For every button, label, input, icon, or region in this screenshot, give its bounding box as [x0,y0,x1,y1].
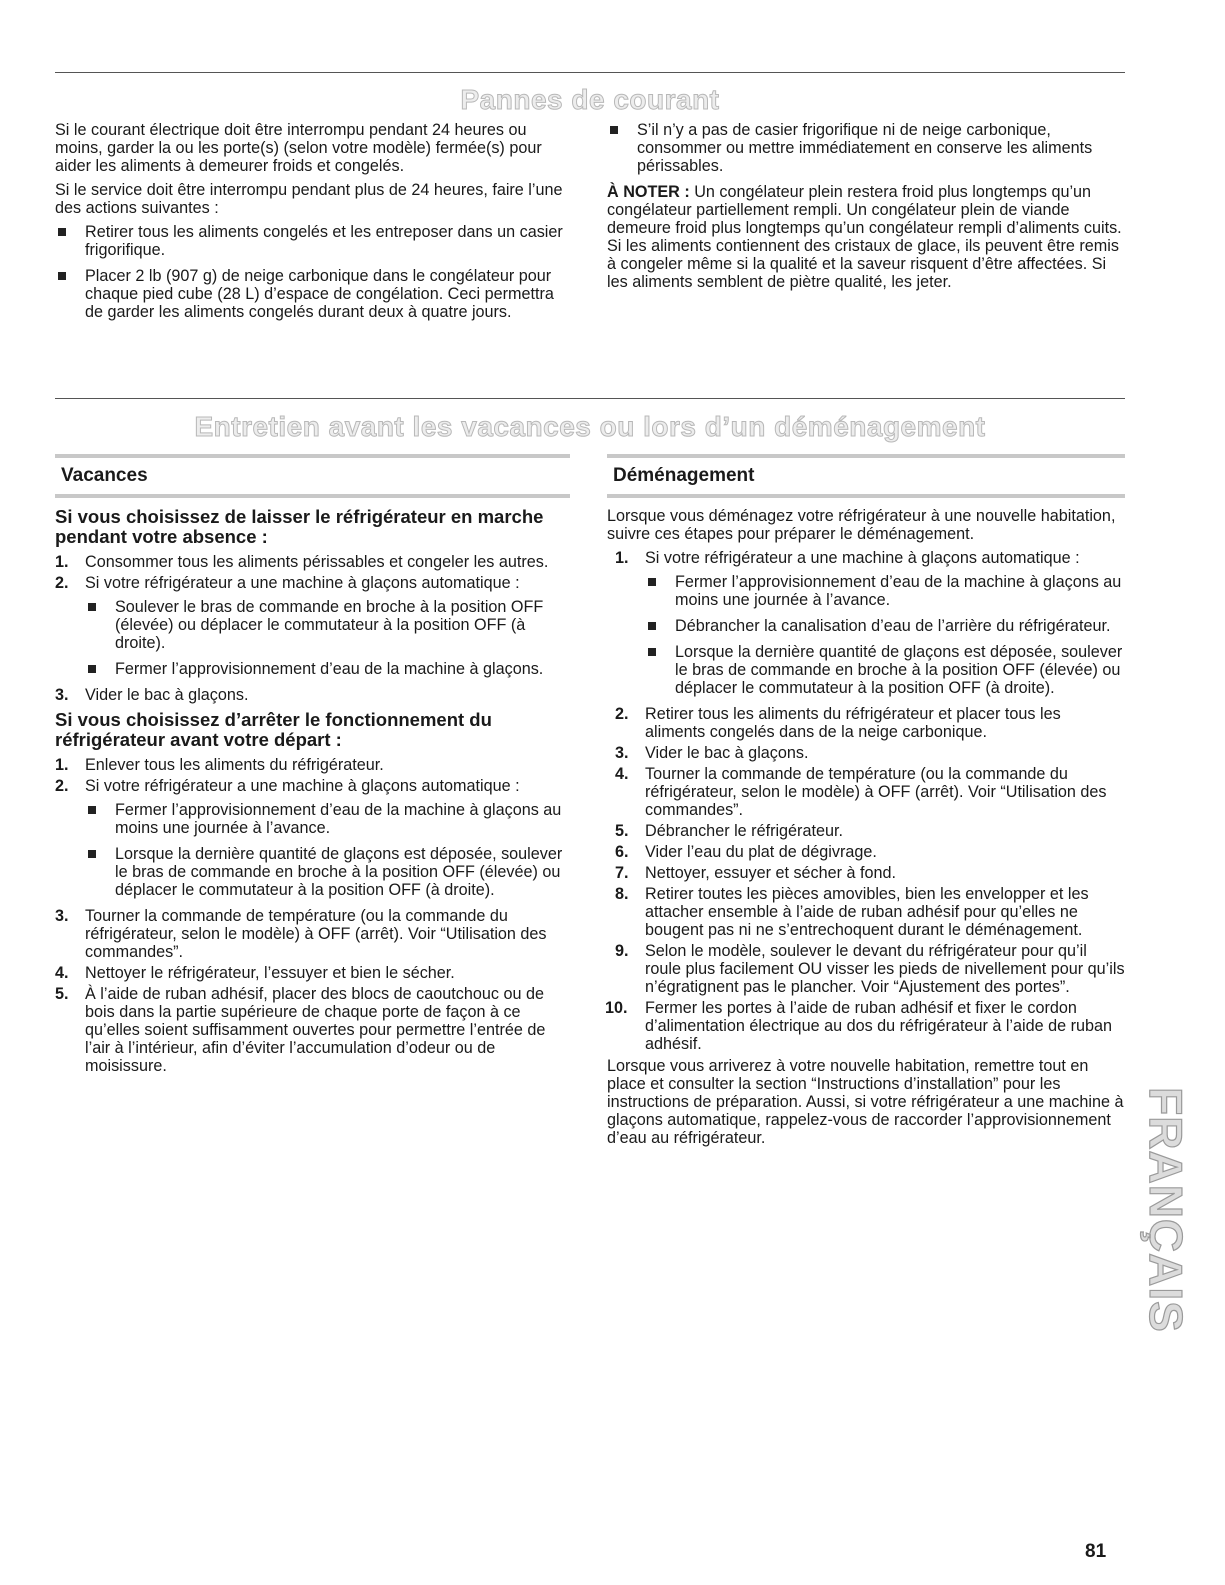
list-item [605,999,1125,1053]
list-item: Lorsque la dernière quantité de glaçons est déposée, soulever le bras de commande en broche à la position OFF (élevée) ou déplacer le commutateur à la position OFF (à droite). [85,845,570,899]
item-text: Retirer toutes les pièces amovibles, bien les envelopper et les attacher ensemble à l’aide de ruban adhésif pour qu’elles ne bougent pas ni ne s’entrechoquent durant le déménagement. [645,885,1089,939]
list-item [615,942,1125,996]
item-text: Nettoyer le réfrigérateur, l’essuyer et bien le sécher. [85,964,455,982]
item-number: 6. [615,843,629,861]
item-number: 5. [55,985,69,1003]
item-text: Si votre réfrigérateur a une machine à glaçons automatique : [645,549,1080,567]
numbered-list [55,553,570,704]
page-number: 81 [1085,1541,1107,1562]
item-text: Vider le bac à glaçons. [645,744,809,762]
language-side-tab [1141,1080,1191,1340]
list-item [55,553,570,571]
top-rule [55,72,1125,73]
note-text: Un congélateur plein restera froid plus longtemps qu’un congélateur partiellement rempli. Un congélateur plein de viande demeure froid plus longtemps qu’un congélateur rempli d’aliments cuits. Si les aliments contiennent des cristaux de glace, ils peuvent être remis à congeler même si la qualité et la saveur risquent d’être affectées. Si les aliments semblent de piètre qualité, les jeter. [607,183,1122,291]
section-title-vacation-move: Entretien avant les vacances ou lors d’un déménagement [194,411,986,442]
power-outage-left-column [55,121,570,329]
item-text: Enlever tous les aliments du réfrigérateur. [85,756,384,774]
item-number: 1. [55,756,69,774]
section-rule [55,398,1125,399]
list-item [55,686,570,704]
item-number: 4. [55,964,69,982]
item-number: 8. [615,885,629,903]
item-number: 3. [615,744,629,762]
paragraph: Lorsque vous arriverez à votre nouvelle habitation, remettre tout en place et consulter la section “Instructions d’installation” pour les instructions de préparation. Aussi, si votre réfrigérateur a une machine à glaçons automatique, rappelez-vous de raccorder l’approvisionnement d’eau au réfrigérateur. [607,1057,1124,1147]
list-item [615,843,1125,861]
item-text: Si votre réfrigérateur a une machine à glaçons automatique : [85,574,520,592]
item-number: 3. [55,686,69,704]
vacances-column [55,507,570,1079]
item-number: 2. [615,705,629,723]
list-item: Lorsque la dernière quantité de glaçons est déposée, soulever le bras de commande en broche à la position OFF (élevée) ou déplacer le commutateur à la position OFF (à droite). [645,643,1125,697]
item-text: Selon le modèle, soulever le devant du réfrigérateur pour qu’il roule plus facilement OU visser les pieds de nivellement pour qu’ils n’égratignent pas le plancher. Voir “Ajustement des portes”. [645,942,1125,996]
item-text: Nettoyer, essuyer et sécher à fond. [645,864,897,882]
item-text: Vider le bac à glaçons. [85,686,249,704]
item-number: 2. [55,574,69,592]
paragraph: Si le courant électrique doit être interrompu pendant 24 heures ou moins, garder la ou les porte(s) (selon votre modèle) fermée(s) pour aider les aliments à demeurer froids et congelés. [55,121,542,175]
list-item [615,864,1125,882]
demenagement-column [607,507,1125,1153]
list-item [615,765,1125,819]
bullet-list [645,573,1125,697]
item-text: À l’aide de ruban adhésif, placer des blocs de caoutchouc ou de bois dans la partie supérieure de chaque porte de façon à ce qu’elles soient suffisamment ouvertes pour permettre l’entrée de l’air à l’intérieur, afin d’éviter l’accumulation d’odeur ou de moisissure. [85,985,546,1075]
list-item [615,744,1125,762]
list-item [55,985,570,1075]
item-text: Fermer les portes à l’aide de ruban adhésif et fixer le cordon d’alimentation électrique au dos du réfrigérateur à l’aide de ruban adhésif. [645,999,1113,1053]
list-item [615,549,1125,697]
bullet-list [85,598,570,678]
list-item: Placer 2 lb (907 g) de neige carbonique dans le congélateur pour chaque pied cube (28 L) d’espace de congélation. Ceci permettra de garder les aliments congelés durant deux à quatre jours. [55,267,570,321]
list-item [55,756,570,774]
bullet-list [85,801,570,899]
power-outage-right-column [607,121,1125,297]
list-item: S’il n’y a pas de casier frigorifique ni de neige carbonique, consommer ou mettre immédiatement en conserve les aliments périssables. [607,121,1125,175]
list-item: Débrancher la canalisation d’eau de l’arrière du réfrigérateur. [645,617,1125,635]
bold-heading: Si vous choisissez de laisser le réfrigérateur en marche pendant votre absence : [55,506,544,547]
note-label: À NOTER : [607,183,690,201]
item-text: Débrancher le réfrigérateur. [645,822,843,840]
list-item: Fermer l’approvisionnement d’eau de la machine à glaçons. [85,660,570,678]
item-number: 3. [55,907,69,925]
list-item [615,822,1125,840]
paragraph: Lorsque vous déménagez votre réfrigérateur à une nouvelle habitation, suivre ces étapes pour préparer le déménagement. [607,507,1116,543]
list-item [55,777,570,899]
item-number: 9. [615,942,629,960]
list-item [615,705,1125,741]
list-item: Fermer l’approvisionnement d’eau de la machine à glaçons au moins une journée à l’avance. [645,573,1125,609]
item-number: 1. [615,549,629,567]
item-text: Tourner la commande de température (ou la commande du réfrigérateur, selon le modèle) à OFF (arrêt). Voir “Utilisation des commandes”. [85,907,547,961]
list-item [55,574,570,678]
item-text: Consommer tous les aliments périssables et congeler les autres. [85,553,549,571]
list-item [55,964,570,982]
language-label: FRANÇAIS [1140,1087,1193,1333]
list-item: Retirer tous les aliments congelés et les entreposer dans un casier frigorifique. [55,223,570,259]
list-item [615,885,1125,939]
section-title-power-outage: Pannes de courant [460,84,720,115]
list-item [55,907,570,961]
note-paragraph [607,183,1125,291]
item-text: Tourner la commande de température (ou la commande du réfrigérateur, selon le modèle) à OFF (arrêt). Voir “Utilisation des commandes”. [645,765,1107,819]
subsection-heading-vacances: Vacances [55,454,570,498]
list-item: Soulever le bras de commande en broche à la position OFF (élevée) ou déplacer le commutateur à la position OFF (à droite). [85,598,570,652]
numbered-list [607,549,1125,1053]
item-number: 2. [55,777,69,795]
item-text: Vider l’eau du plat de dégivrage. [645,843,877,861]
bullet-list [607,121,1125,175]
numbered-list [55,756,570,1075]
item-number: 1. [55,553,69,571]
bold-heading: Si vous choisissez d’arrêter le fonctionnement du réfrigérateur avant votre départ : [55,709,492,750]
item-text: Retirer tous les aliments du réfrigérateur et placer tous les aliments congelés dans de la neige carbonique. [645,705,1061,741]
paragraph: Si le service doit être interrompu pendant plus de 24 heures, faire l’une des actions suivantes : [55,181,563,217]
item-number: 10. [605,999,628,1017]
item-text: Si votre réfrigérateur a une machine à glaçons automatique : [85,777,520,795]
list-item: Fermer l’approvisionnement d’eau de la machine à glaçons au moins une journée à l’avance. [85,801,570,837]
subsection-heading-demenagement: Déménagement [607,454,1125,498]
item-number: 7. [615,864,629,882]
bullet-list [55,223,570,321]
item-number: 4. [615,765,629,783]
item-number: 5. [615,822,629,840]
